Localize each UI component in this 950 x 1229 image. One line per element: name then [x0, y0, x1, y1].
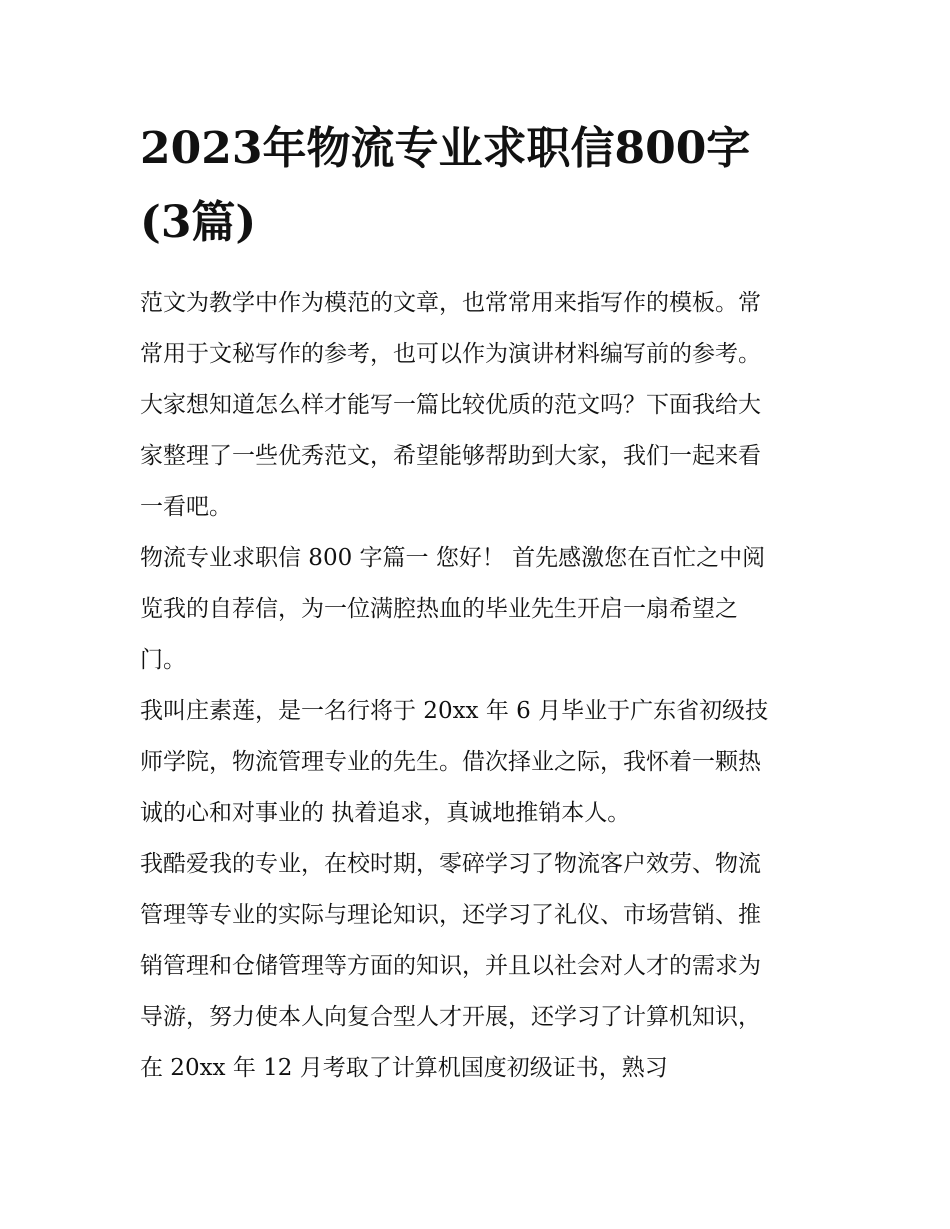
text-line: 我叫庄素莲，是一名行将于 20xx 年 6 月毕业于广东省初级技 — [140, 698, 769, 724]
skills-paragraph — [140, 839, 812, 1094]
text-line: 一看吧。 — [140, 494, 232, 520]
text-line: 在 20xx 年 12 月考取了计算机国度初级证书，熟习 — [140, 1055, 668, 1081]
self-introduction-paragraph — [140, 686, 812, 839]
text-line: 销管理和仓储管理等方面的知识，并且以社会对人才的需求为 — [140, 953, 761, 979]
text-line: 家整理了一些优秀范文，希望能够帮助到大家，我们一起来看 — [140, 443, 761, 469]
document-title — [140, 112, 820, 260]
text-line: 物流专业求职信 800 字篇一 您好！ 首先感激您在百忙之中阅 — [140, 545, 766, 571]
text-line: 常用于文秘写作的参考，也可以作为演讲材料编写前的参考。 — [140, 341, 761, 367]
text-line: 导游，努力使本人向复合型人才开展，还学习了计算机知识， — [140, 1004, 761, 1030]
text-line: 门。 — [140, 647, 186, 673]
text-line: 管理等专业的实际与理论知识，还学习了礼仪、市场营销、推 — [140, 902, 761, 928]
text-line: 览我的自荐信，为一位满腔热血的毕业先生开启一扇希望之 — [140, 596, 738, 622]
text-line: 诚的心和对事业的 执着追求，真诚地推销本人。 — [140, 800, 631, 826]
title-line: (3篇) — [140, 197, 257, 248]
text-line: 师学院，物流管理专业的先生。借次择业之际，我怀着一颗热 — [140, 749, 761, 775]
greeting-paragraph — [140, 533, 812, 686]
text-line: 我酷爱我的专业，在校时期，零碎学习了物流客户效劳、物流 — [140, 851, 761, 877]
text-line: 范文为教学中作为模范的文章，也常常用来指写作的模板。常 — [140, 290, 761, 316]
document-body — [140, 278, 812, 1094]
intro-paragraph — [140, 278, 812, 533]
title-line: 2023年物流专业求职信800字 — [140, 123, 751, 174]
text-line: 大家想知道怎么样才能写一篇比较优质的范文吗？下面我给大 — [140, 392, 761, 418]
